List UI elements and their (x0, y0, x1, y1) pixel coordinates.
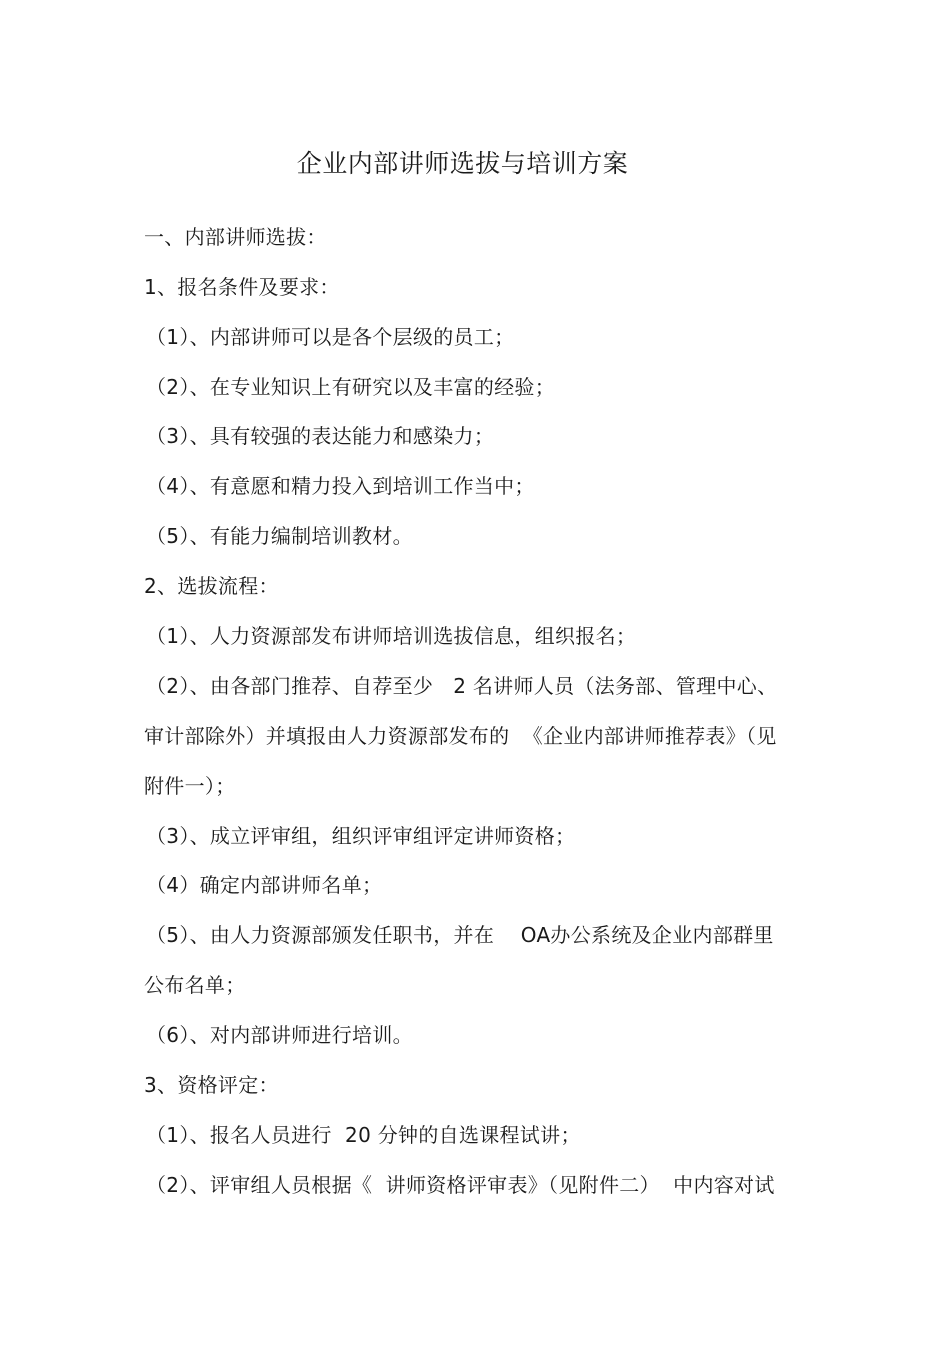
list-item-continuation: 审计部除外）并填报由人力资源部发布的 《企业内部讲师推荐表》（见 (144, 724, 777, 748)
section-heading-1: 一、内部讲师选拔： (144, 225, 327, 249)
list-item: （6）、对内部讲师进行培训。 (146, 1023, 413, 1047)
list-item: （5）、有能力编制培训教材。 (146, 524, 413, 548)
list-item-continuation: 附件一）； (144, 774, 236, 798)
list-item: （2）、在专业知识上有研究以及丰富的经验； (146, 375, 556, 399)
list-item: （4）确定内部讲师名单； (146, 873, 383, 897)
document-title: 企业内部讲师选拔与培训方案 (296, 149, 629, 178)
list-item: （4）、有意愿和精力投入到培训工作当中； (146, 474, 535, 498)
list-item: （5）、由人力资源部颁发任职书，并在 OA办公系统及企业内部群里 (146, 923, 774, 947)
list-item-continuation: 公布名单； (144, 973, 246, 997)
list-item: （3）、具有较强的表达能力和感染力； (146, 424, 495, 448)
subsection-heading-3: 3、资格评定： (144, 1073, 279, 1097)
list-item: （2）、由各部门推荐、自荐至少 2 名讲师人员（法务部、管理中心、 (146, 674, 778, 698)
list-item: （2）、评审组人员根据《 讲师资格评审表》（见附件二） 中内容对试 (146, 1173, 775, 1197)
subsection-heading-2: 2、选拔流程： (144, 574, 279, 598)
subsection-heading-1: 1、报名条件及要求： (144, 275, 340, 299)
list-item: （1）、报名人员进行 20 分钟的自选课程试讲； (146, 1123, 581, 1147)
list-item: （1）、内部讲师可以是各个层级的员工； (146, 325, 515, 349)
list-item: （1）、人力资源部发布讲师培训选拔信息，组织报名； (146, 624, 637, 648)
list-item: （3）、成立评审组，组织评审组评定讲师资格； (146, 824, 576, 848)
